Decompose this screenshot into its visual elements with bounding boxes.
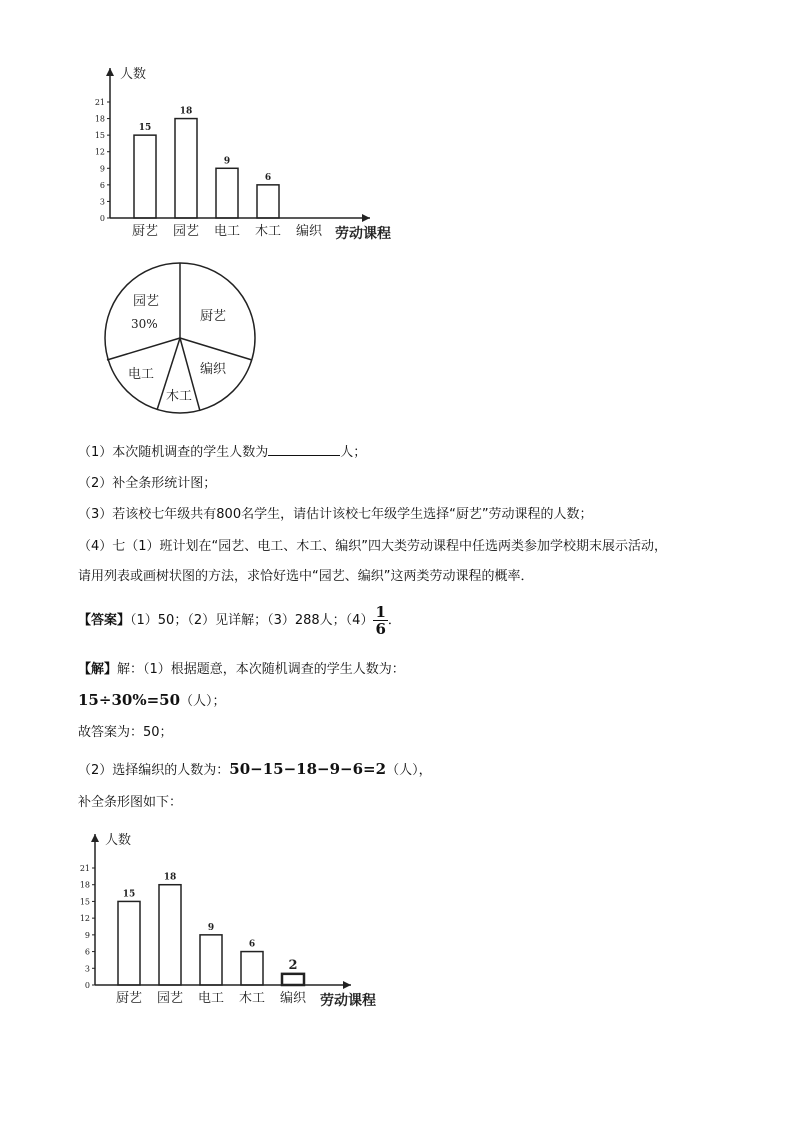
answer-line bbox=[78, 604, 401, 637]
bar bbox=[118, 901, 140, 985]
bar bbox=[282, 974, 304, 985]
pie-label-mugong: 木工 bbox=[166, 389, 193, 404]
bar-value-label: 15 bbox=[138, 123, 152, 134]
y-axis-arrow bbox=[91, 834, 99, 842]
y-tick-label: 6 bbox=[84, 947, 90, 957]
y-tick-label: 15 bbox=[79, 897, 90, 907]
solution-line-3: 故答案为：50； bbox=[78, 725, 173, 740]
question-1-unit: 人； bbox=[340, 445, 367, 460]
bar-value-label: 9 bbox=[207, 922, 215, 933]
bar bbox=[216, 168, 238, 218]
y-tick-label: 3 bbox=[84, 964, 90, 974]
y-tick-label: 15 bbox=[94, 131, 105, 141]
fraction-denominator: 6 bbox=[375, 620, 386, 638]
category-label: 厨艺 bbox=[115, 991, 143, 1006]
solution-text-1: 解：（1）根据题意，本次随机调查的学生人数为： bbox=[117, 662, 405, 677]
equation-2-unit: （人）， bbox=[386, 763, 432, 778]
bar-value-label: 18 bbox=[179, 106, 193, 117]
y-tick-label: 18 bbox=[79, 880, 90, 890]
bar-value-label: 6 bbox=[248, 939, 256, 950]
category-label: 厨艺 bbox=[131, 224, 159, 239]
y-axis-label: 人数 bbox=[105, 833, 132, 848]
question-2: （2）补全条形统计图； bbox=[78, 476, 217, 491]
y-tick-label: 21 bbox=[94, 98, 105, 107]
y-tick-label: 3 bbox=[99, 197, 105, 207]
question-4-line-1: （4）七（1）班计划在“园艺、电工、木工、编织”四大类劳动课程中任选两类参加学校期末展示活动， bbox=[78, 539, 668, 554]
x-axis-label: 劳动课程 bbox=[320, 993, 376, 1008]
answer-period: ． bbox=[387, 613, 401, 628]
pie-label-chuyi: 厨艺 bbox=[200, 309, 227, 324]
equation-1: 15÷30%=50 bbox=[78, 691, 181, 709]
bar-chart-1 bbox=[80, 60, 410, 245]
bar-value-label: 15 bbox=[122, 889, 136, 900]
question-3: （3）若该校七年级共有800名学生，请估计该校七年级学生选择“厨艺”劳动课程的人数； bbox=[78, 507, 593, 522]
bar bbox=[241, 952, 263, 985]
x-axis-label: 劳动课程 bbox=[335, 226, 391, 242]
question-4-line-2: 请用列表或画树状图的方法，求恰好选中“园艺、编织”这两类劳动课程的概率． bbox=[78, 569, 534, 584]
answer-blank bbox=[268, 443, 340, 456]
pie-slice-divider bbox=[180, 338, 252, 360]
fraction-numerator: 1 bbox=[375, 603, 386, 621]
bar-value-label: 9 bbox=[223, 156, 231, 167]
bar bbox=[159, 885, 181, 985]
pie-chart bbox=[100, 250, 265, 425]
equation-1-unit: （人）； bbox=[180, 694, 226, 709]
category-label: 电工 bbox=[213, 224, 241, 239]
solution-text-4: （2）选择编织的人数为： bbox=[78, 763, 230, 778]
solution-line-5: 补全条形图如下： bbox=[78, 795, 183, 810]
bar bbox=[200, 935, 222, 985]
category-label: 编织 bbox=[295, 224, 323, 239]
pie-slice-divider bbox=[107, 338, 180, 360]
answer-text: （1）50；（2）见详解；（3）288人；（4） bbox=[130, 613, 374, 628]
equation-2: 50−15−18−9−6=2 bbox=[229, 760, 387, 778]
category-label: 木工 bbox=[238, 991, 266, 1006]
solution-line-2 bbox=[78, 691, 226, 711]
question-1 bbox=[78, 443, 366, 462]
category-label: 电工 bbox=[197, 991, 225, 1006]
category-label: 园艺 bbox=[156, 991, 184, 1006]
pie-label-percent: 30% bbox=[131, 317, 158, 331]
solution-line-1 bbox=[78, 661, 405, 679]
category-label: 编织 bbox=[279, 991, 307, 1006]
bar-value-label: 18 bbox=[163, 872, 177, 883]
y-tick-label: 12 bbox=[79, 914, 90, 924]
bar-value-label: 2 bbox=[288, 957, 298, 973]
solution-line-4 bbox=[78, 760, 432, 780]
category-label: 园艺 bbox=[172, 224, 200, 239]
answer-label: 【答案】 bbox=[78, 613, 131, 628]
pie-label-bianzhi: 编织 bbox=[200, 362, 227, 377]
y-tick-label: 9 bbox=[84, 930, 90, 940]
solution-label: 【解】 bbox=[78, 662, 118, 677]
y-tick-label: 18 bbox=[94, 114, 105, 124]
y-axis-label: 人数 bbox=[120, 67, 147, 82]
y-tick-label: 0 bbox=[84, 981, 90, 990]
y-tick-label: 0 bbox=[99, 214, 105, 223]
bar bbox=[134, 135, 156, 218]
y-tick-label: 21 bbox=[79, 864, 90, 873]
pie-label-diangong: 电工 bbox=[128, 367, 155, 382]
bar bbox=[175, 119, 197, 218]
answer-fraction bbox=[373, 604, 387, 637]
y-axis-arrow bbox=[106, 68, 114, 76]
x-axis-arrow bbox=[343, 981, 351, 989]
bar bbox=[257, 185, 279, 218]
bar-chart-2 bbox=[75, 828, 395, 1008]
y-tick-label: 9 bbox=[99, 164, 105, 174]
y-tick-label: 12 bbox=[94, 147, 105, 157]
pie-label-yuanyi: 园艺 bbox=[133, 294, 160, 309]
x-axis-arrow bbox=[362, 214, 370, 222]
question-1-text: （1）本次随机调查的学生人数为 bbox=[78, 445, 269, 460]
bar-value-label: 6 bbox=[264, 172, 272, 183]
category-label: 木工 bbox=[254, 224, 282, 239]
y-tick-label: 6 bbox=[99, 180, 105, 190]
